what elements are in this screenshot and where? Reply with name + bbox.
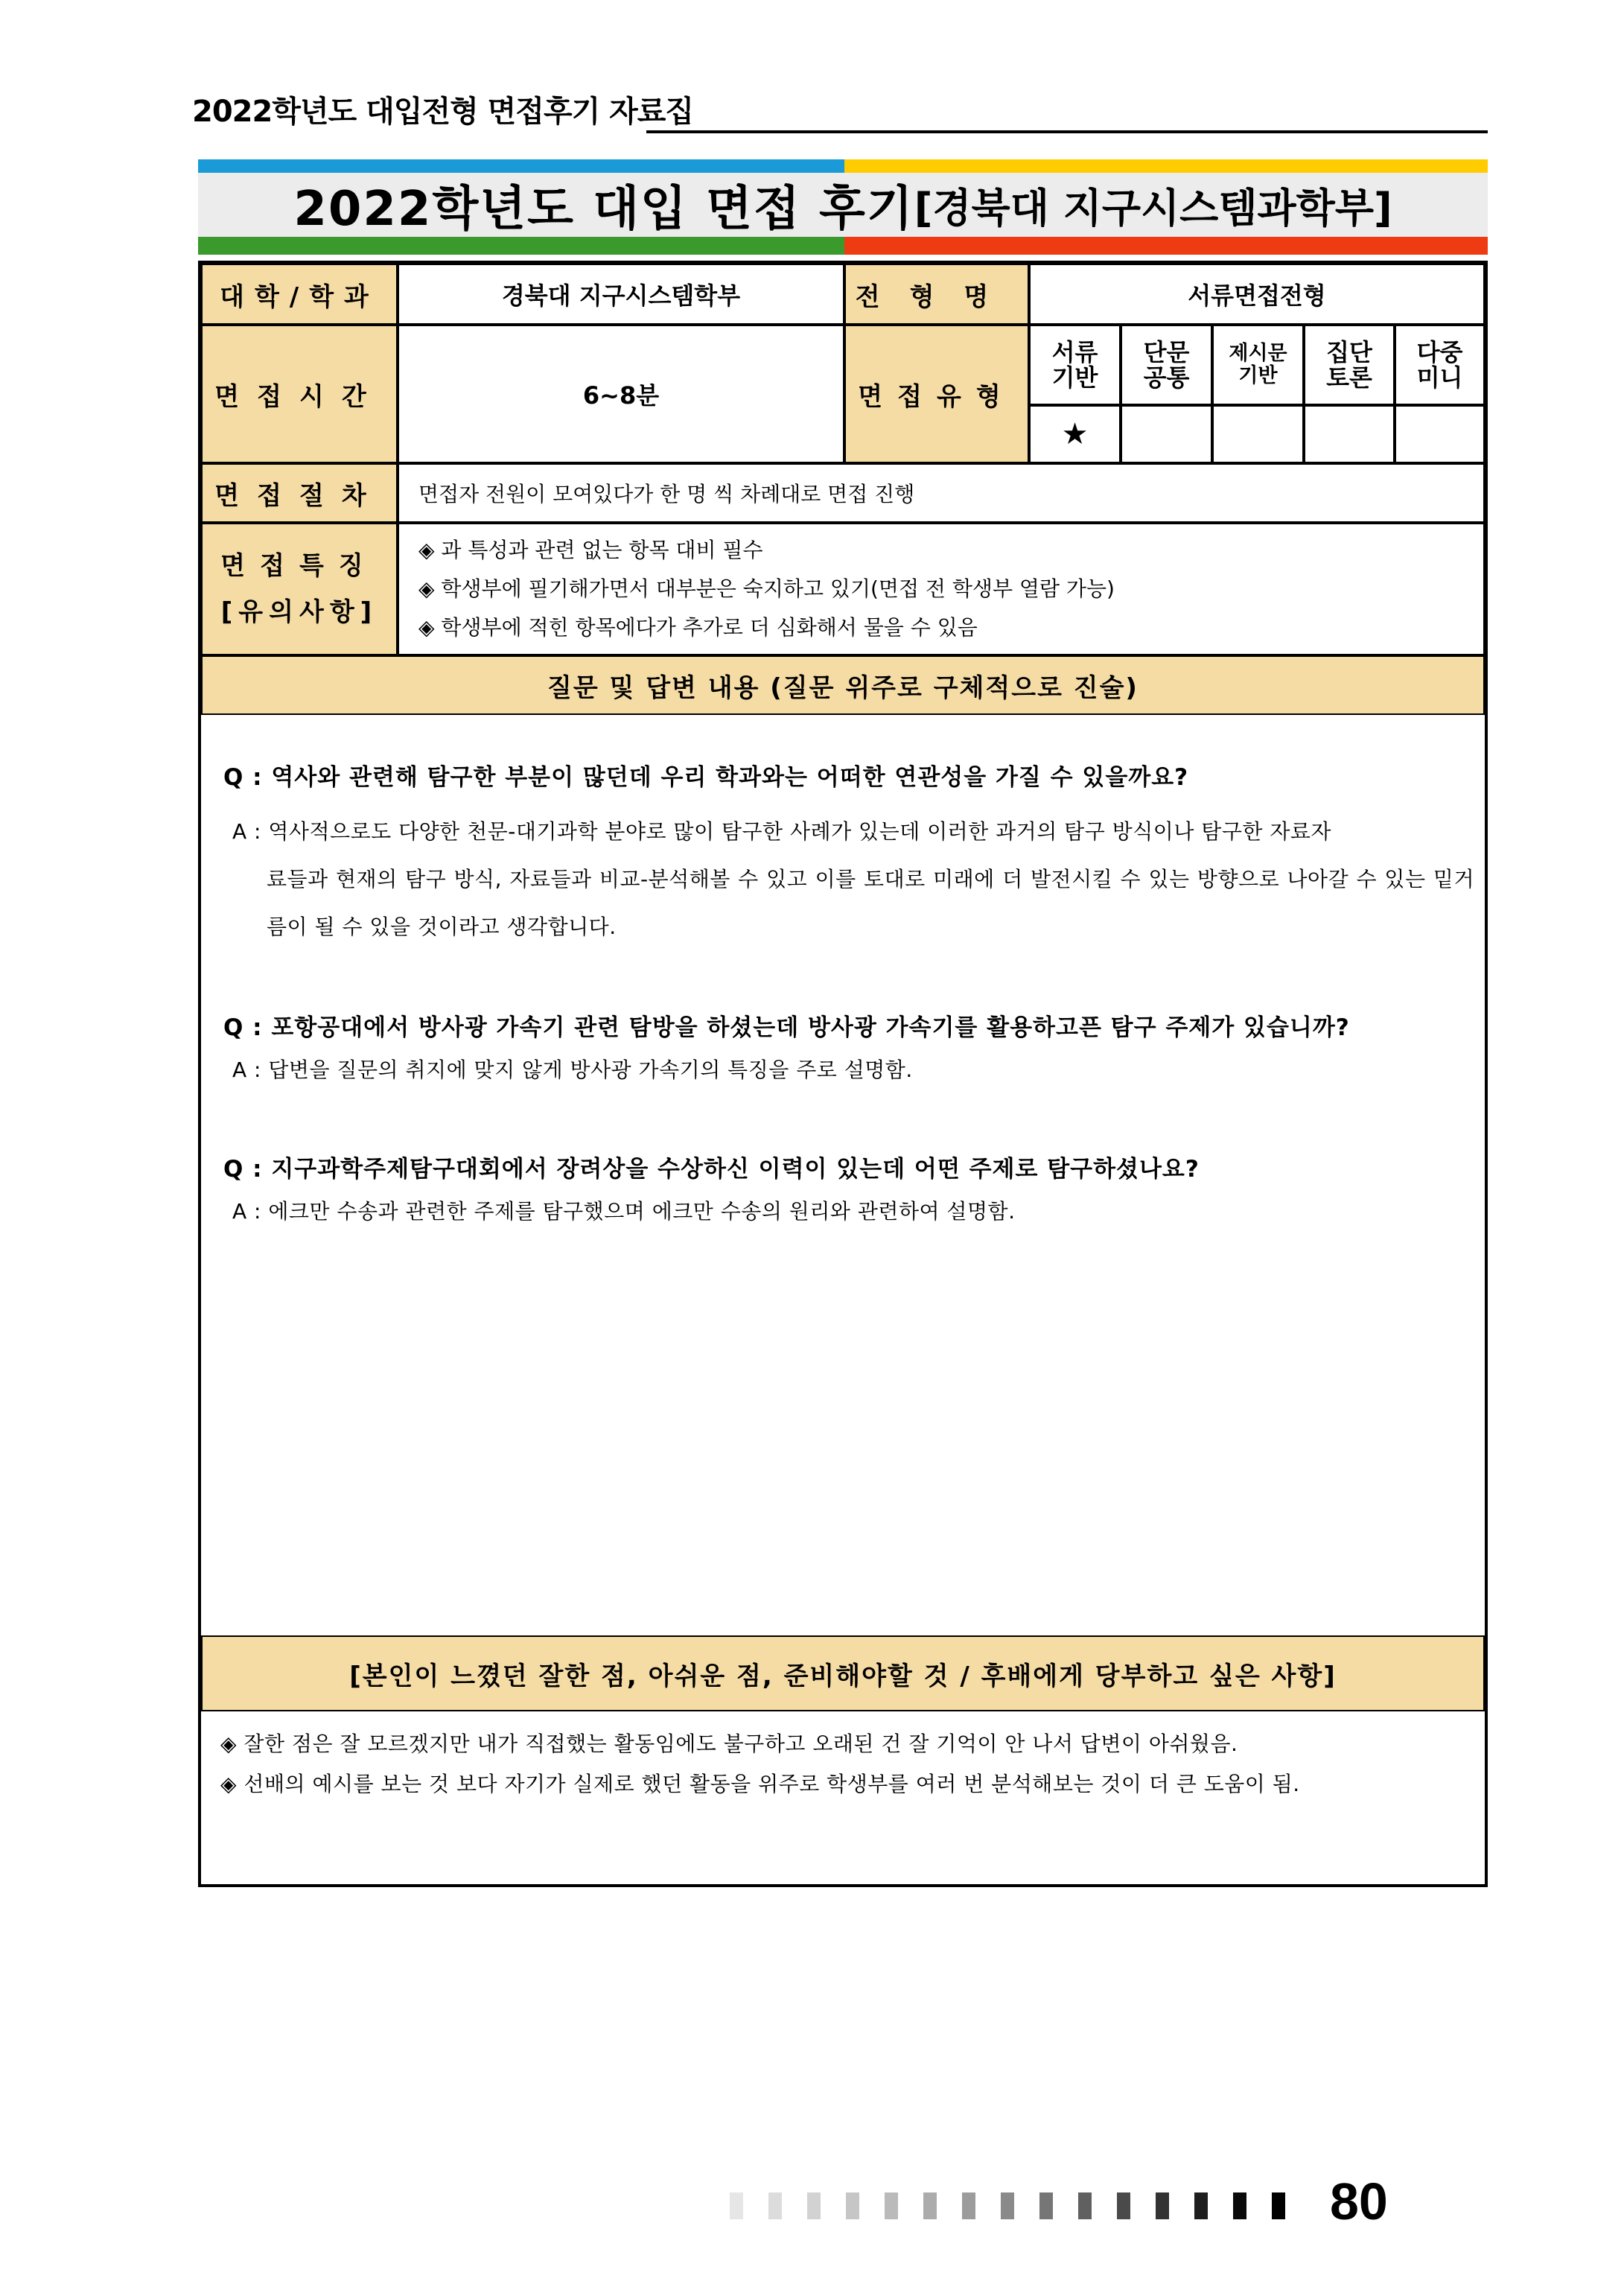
feature-item: ◈ 과 특성과 관련 없는 항목 대비 필수 (418, 538, 763, 562)
page-bar-segment (962, 2192, 975, 2219)
answer-continuation: 료들과 현재의 탐구 방식, 자료들과 비교-분석해볼 수 있고 이를 토대로 미래에 더 발전시킬 수 있는 방향으로 나아갈 수 있는 밑거름이 될 수 있을 것이라고 생각합니다. (267, 867, 1474, 939)
page-bar-segment (923, 2192, 937, 2219)
format-line1: 단문 (1143, 338, 1190, 366)
format-line1: 집단 (1326, 338, 1372, 366)
reflection-section-title: [본인이 느꼈던 잘한 점, 아쉬운 점, 준비해야할 것 / 후배에게 당부하고 싶은 사항] (201, 1635, 1485, 1711)
reflection-item: ◈ 잘한 점은 잘 모르겠지만 내가 직접했는 활동임에도 불구하고 오래된 건 잘 기억이 안 나서 답변이 아쉬웠음. (220, 1731, 1238, 1756)
page-bar-segment (1039, 2192, 1053, 2219)
banner-band-green (198, 237, 844, 255)
qa-item-3 (223, 1150, 1474, 1236)
univ-label: 대학/학과 (201, 264, 398, 325)
page-bar-segment (1272, 2192, 1285, 2219)
format-line2: 공통 (1143, 363, 1190, 392)
page-bar-segment (1117, 2192, 1130, 2219)
format-document-based (1029, 325, 1121, 405)
feature-item: ◈ 학생부에 필기해가면서 대부분은 숙지하고 있기(면접 전 학생부 열람 가능) (418, 576, 1115, 601)
qa-item-1 (223, 758, 1474, 951)
feature-item: ◈ 학생부에 적힌 항목에다가 추가로 더 심화해서 물을 수 있음 (418, 615, 978, 640)
interview-format-label: 면접유형 (844, 325, 1029, 463)
admission-type-label: 전형명 (844, 264, 1029, 325)
format-selected-mark (1121, 405, 1212, 463)
format-multi-mini (1395, 325, 1485, 405)
features-label-line2: [유의사항] (220, 597, 378, 627)
interview-form (198, 261, 1488, 1887)
format-short-common (1121, 325, 1212, 405)
answer-text (223, 808, 1474, 951)
admission-type-value: 서류면접전형 (1029, 264, 1485, 325)
format-line2: 기반 (1238, 364, 1278, 387)
banner-subtitle: [경북대 지구시스템과학부] (914, 184, 1392, 232)
question-text: Q : 지구과학주제탐구대회에서 장려상을 수상하신 이력이 있는데 어떤 주제로 탐구하셨나요? (223, 1156, 1200, 1183)
procedure-label: 면접절차 (201, 463, 398, 523)
features-list (398, 523, 1485, 655)
format-line1: 다중 (1416, 338, 1463, 366)
page-bar-segment (1233, 2192, 1246, 2219)
page-bar-segment (807, 2192, 821, 2219)
answer-text (223, 1188, 1474, 1236)
interview-time-label: 면접시간 (201, 325, 398, 463)
page-bar-segment (1194, 2192, 1208, 2219)
features-label-line1: 면접특징 (220, 551, 378, 581)
answer-first-line: A : 에크만 수송과 관련한 주제를 탐구했으며 에크만 수송의 원리와 관련하여 설명함. (232, 1199, 1016, 1224)
format-line2: 토론 (1326, 363, 1372, 392)
page-bar-segment (885, 2192, 898, 2219)
banner-band-red (844, 237, 1488, 255)
format-selected-mark (1212, 405, 1304, 463)
banner-band-yellow (844, 159, 1488, 173)
features-label (201, 523, 398, 655)
page-bar-segment (846, 2192, 859, 2219)
running-header-title: 2022학년도 대입전형 면접후기 자료집 (192, 95, 694, 129)
answer-first-line: A : 답변을 질문의 취지에 맞지 않게 방사광 가속기의 특징을 주로 설명함. (232, 1058, 913, 1082)
answer-first-line: A : 역사적으로도 다양한 천문-대기과학 분야로 많이 탐구한 사례가 있는데 이러한 과거의 탐구 방식이나 탐구한 자료자 (232, 819, 1331, 844)
question-text: Q : 역사와 관련해 탐구한 부분이 많던데 우리 학과와는 어떠한 연관성을 가질 수 있을까요? (223, 764, 1189, 791)
format-line2: 기반 (1051, 363, 1098, 392)
format-selected-star: ★ (1029, 405, 1121, 463)
format-selected-mark (1395, 405, 1485, 463)
format-selected-mark (1304, 405, 1395, 463)
page-number: 80 (1330, 2172, 1388, 2230)
format-group-discussion (1304, 325, 1395, 405)
page-bar-segment (1156, 2192, 1169, 2219)
univ-value: 경북대 지구시스템학부 (398, 264, 844, 325)
format-line1: 서류 (1051, 338, 1098, 366)
procedure-value: 면접자 전원이 모여있다가 한 명 씩 차례대로 면접 진행 (398, 463, 1485, 523)
page-bar-segment (1001, 2192, 1014, 2219)
title-banner (198, 173, 1488, 237)
page-bar-segment (1078, 2192, 1092, 2219)
qa-item-2 (223, 1008, 1474, 1094)
question-text: Q : 포항공대에서 방사광 가속기 관련 탐방을 하셨는데 방사광 가속기를 활용하고픈 탐구 주제가 있습니까? (223, 1014, 1350, 1041)
reflection-item: ◈ 선배의 예시를 보는 것 보다 자기가 실제로 했던 활동을 위주로 학생부를 여러 번 분석해보는 것이 더 큰 도움이 됨. (220, 1772, 1300, 1796)
format-line1: 제시문 (1229, 342, 1287, 365)
header-rule (646, 130, 1488, 133)
format-line2: 미니 (1416, 363, 1463, 392)
format-passage-based (1212, 325, 1304, 405)
banner-main-title: 2022학년도 대입 면접 후기 (293, 182, 914, 237)
page-bar-segment (768, 2192, 782, 2219)
qa-section-title: 질문 및 답변 내용 (질문 위주로 구체적으로 진술) (201, 655, 1485, 715)
page-bar-segment (730, 2192, 743, 2219)
answer-text (223, 1046, 1474, 1094)
interview-time-value: 6~8분 (398, 325, 844, 463)
